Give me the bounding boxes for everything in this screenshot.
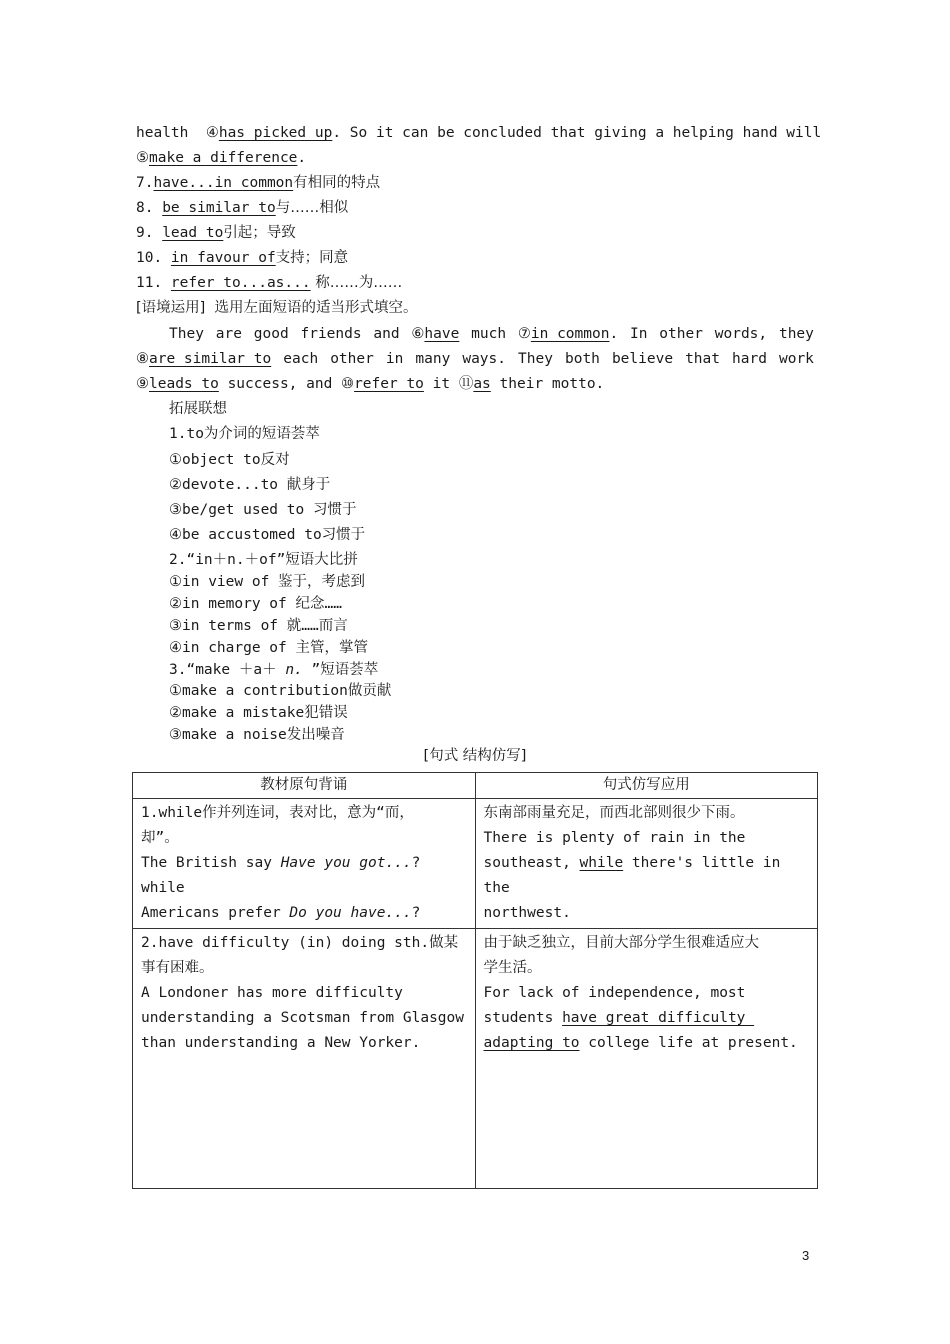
paragraph-line-1 [169, 324, 814, 344]
list-item: ①object to反对 [169, 452, 290, 468]
list-item: ④in charge of 主管，掌管 [169, 640, 368, 656]
list-item: ③make a noise发出噪音 [169, 727, 345, 743]
word: each [283, 351, 319, 367]
paragraph-line-3: ⑨leads to success, and ⑩refer to it ⑪as their motto. [136, 376, 605, 392]
word: other [659, 326, 703, 342]
answer: has picked up [218, 125, 333, 141]
exercise-heading: [语境运用] 选用左面短语的适当形式填空。 [136, 300, 418, 316]
list-item: ③in terms of 就……而言 [169, 618, 348, 634]
phrase-item-11 [136, 273, 402, 293]
word: that [685, 351, 720, 367]
group-title: 3.“make ＋a＋ n. ”短语荟萃 [169, 662, 379, 678]
word: good [253, 326, 289, 342]
blank-6: ⑥have [411, 326, 460, 342]
meaning: 支持；同意 [275, 250, 349, 266]
section-title: [句式 结构仿写] [423, 748, 527, 764]
cell-imitation: 由于缺乏独立，目前大部分学生很难适应大 学生活。 For lack of independence, most students have great difficulty adapting to college life at present. [475, 929, 818, 1189]
text-line [136, 123, 821, 143]
meaning: 引起；导致 [223, 225, 296, 241]
group-title: 2.“in＋n.＋of”短语大比拼 [169, 552, 358, 568]
phrase: lead to [162, 225, 224, 241]
word: many [415, 351, 451, 367]
table-row [133, 929, 818, 1189]
page-number: 3 [802, 1248, 810, 1263]
cell-original: 2.have difficulty (in) doing sth.做某 事有困难。 A Londoner has more difficulty understanding a Scotsman from Glasgow than understanding a New Yorker. [133, 929, 476, 1189]
list-item: ②in memory of 纪念…… [169, 596, 342, 612]
word: believe [611, 351, 674, 367]
blank-7: ⑦in common. [517, 326, 619, 342]
list-item: ①make a contribution做贡献 [169, 683, 392, 699]
meaning: 称……为…… [310, 275, 403, 291]
word: they [778, 326, 814, 342]
meaning: 有相同的特点 [293, 175, 381, 191]
group-title: 1.to为介词的短语荟萃 [169, 426, 320, 442]
word: other [330, 351, 374, 367]
item-number: 9. [136, 225, 163, 241]
sentence-table [132, 772, 818, 1189]
expand-title: 拓展联想 [169, 401, 227, 417]
text: ⑤ [136, 150, 149, 166]
item-number: 11. [136, 275, 171, 291]
answer: make a difference [149, 150, 298, 166]
word: They [518, 351, 553, 367]
word: In [630, 326, 648, 342]
list-item: ②devote...to 献身于 [169, 477, 331, 493]
phrase: in favour of [170, 250, 276, 266]
word: ways. [462, 351, 506, 367]
text: . [297, 150, 307, 166]
word: hard [732, 351, 767, 367]
text: . So it can be concluded that giving a helping hand will [332, 125, 822, 141]
word: words, [714, 326, 768, 342]
cell-imitation: 东南部雨量充足，而西北部则很少下雨。 There is plenty of rain in the southeast, while there's little in the northwest. [475, 799, 818, 929]
item-number: 8. [136, 200, 163, 216]
text: health ④ [136, 125, 219, 141]
word: work [778, 351, 814, 367]
word: They [169, 326, 204, 342]
header-right: 句式仿写应用 [475, 773, 818, 799]
list-item: ②make a mistake犯错误 [169, 705, 348, 721]
phrase: have...in common [153, 175, 294, 191]
word: much [471, 326, 507, 342]
word: and [373, 326, 400, 342]
phrase-item-8 [136, 198, 348, 218]
phrase-item-10 [136, 248, 348, 268]
word: both [564, 351, 600, 367]
cell-original: 1.while作并列连词，表对比，意为“而， 却”。 The British say Have you got...? while Americans prefer Do you have...? [133, 799, 476, 929]
phrase-item-7 [136, 173, 380, 193]
list-item: ③be/get used to 习惯于 [169, 502, 357, 518]
word: are [215, 326, 242, 342]
list-item: ④be accustomed to习惯于 [169, 527, 366, 543]
phrase-item-9 [136, 223, 296, 243]
list-item: ①in view of 鉴于，考虑到 [169, 574, 366, 590]
item-number: 7. [136, 175, 154, 191]
blank-8: ⑧are similar to [136, 351, 272, 367]
meaning: 与……相似 [275, 200, 349, 216]
paragraph-line-2 [136, 349, 814, 369]
text-line [136, 148, 306, 168]
phrase: be similar to [162, 200, 276, 216]
phrase: refer to...as... [170, 275, 311, 291]
item-number: 10. [136, 250, 171, 266]
word: friends [300, 326, 362, 342]
word: in [385, 351, 404, 367]
table-row [133, 799, 818, 929]
header-left: 教材原句背诵 [133, 773, 476, 799]
